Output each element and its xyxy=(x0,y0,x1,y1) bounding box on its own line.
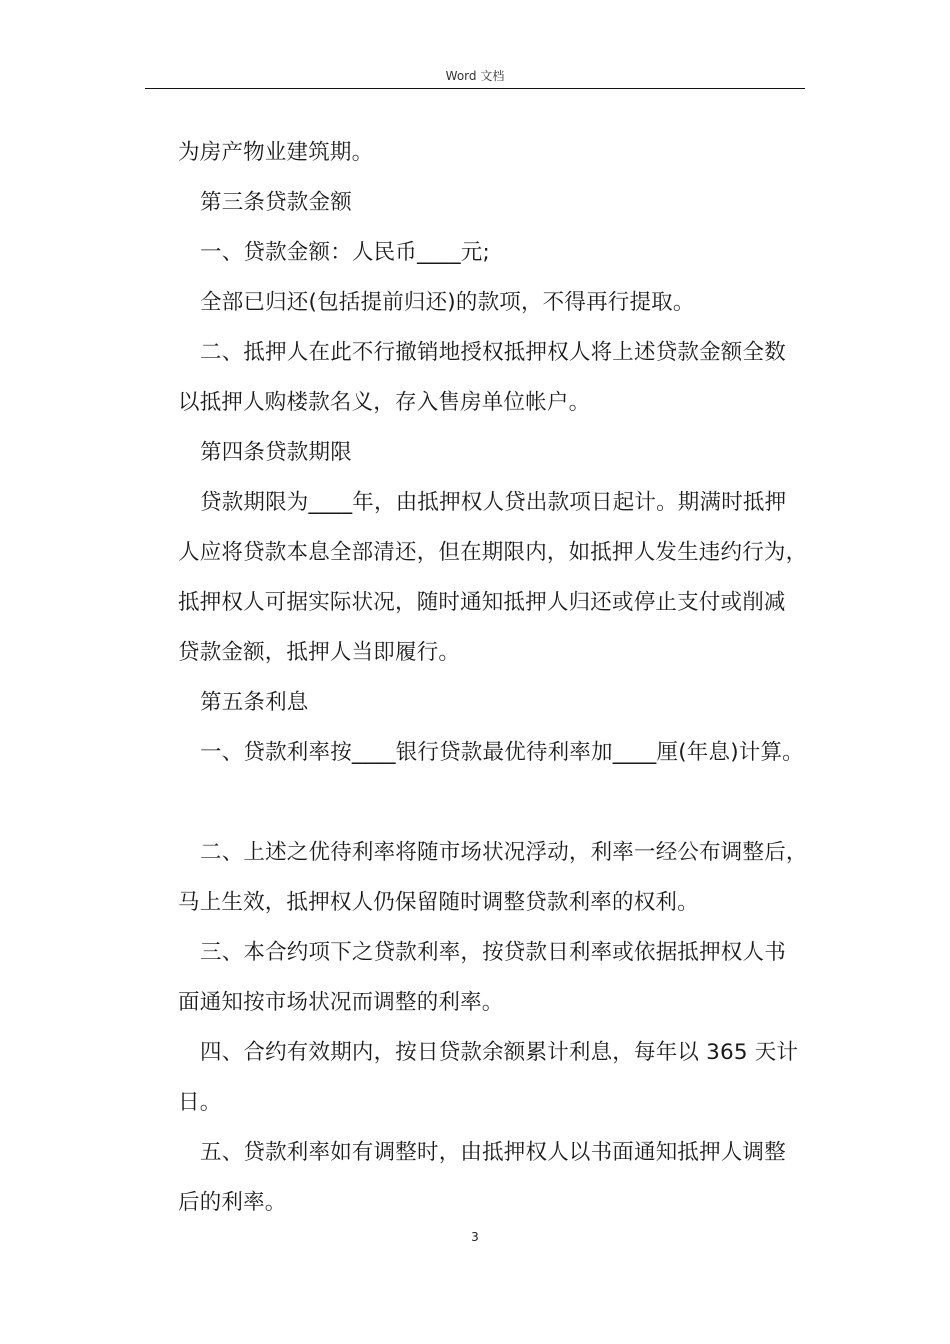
paragraph-line: 面通知按市场状况而调整的利率。 xyxy=(178,990,504,1015)
paragraph-line: 马上生效，抵押权人仍保留随时调整贷款利率的权利。 xyxy=(178,890,699,915)
page-number: 3 xyxy=(471,1230,479,1244)
paragraph-line: 三、本合约项下之贷款利率，按贷款日利率或依据抵押权人书 xyxy=(200,940,786,965)
paragraph-line: 全部已归还(包括提前归还)的款项，不得再行提取。 xyxy=(200,290,695,315)
article-heading: 第五条利息 xyxy=(200,690,309,715)
paragraph-line: 抵押权人可据实际状况，随时通知抵押人归还或停止支付或削减 xyxy=(178,590,786,615)
paragraph-line: 一、贷款利率按____银行贷款最优待利率加____厘(年息)计算。 xyxy=(200,740,804,765)
paragraph-line: 二、上述之优待利率将随市场状况浮动，利率一经公布调整后， xyxy=(200,840,808,865)
paragraph-line: 日。 xyxy=(178,1090,222,1115)
document-body xyxy=(178,128,814,1228)
paragraph-line: 贷款期限为____年，由抵押权人贷出款项日起计。期满时抵押 xyxy=(200,490,787,515)
blank-line xyxy=(178,778,814,828)
paragraph-line: 为房产物业建筑期。 xyxy=(178,140,374,165)
article-heading: 第三条贷款金额 xyxy=(200,190,352,215)
paragraph-line: 以抵押人购楼款名义，存入售房单位帐户。 xyxy=(178,390,591,415)
paragraph-line: 人应将贷款本息全部清还，但在期限内，如抵押人发生违约行为， xyxy=(178,540,808,565)
paragraph-line: 贷款金额，抵押人当即履行。 xyxy=(178,640,461,665)
paragraph-line: 二、抵押人在此不行撤销地授权抵押权人将上述贷款金额全数 xyxy=(200,340,786,365)
article-heading: 第四条贷款期限 xyxy=(200,440,352,465)
paragraph-line: 五、贷款利率如有调整时，由抵押权人以书面通知抵押人调整 xyxy=(200,1140,786,1165)
header-title: Word 文档 xyxy=(445,69,505,83)
paragraph-line: 一、贷款金额：人民币____元; xyxy=(200,240,490,265)
page-header xyxy=(145,66,805,88)
paragraph-line: 四、合约有效期内，按日贷款余额累计利息，每年以 365 天计 xyxy=(200,1040,799,1065)
header-divider xyxy=(145,88,805,89)
paragraph-line: 后的利率。 xyxy=(178,1190,287,1215)
